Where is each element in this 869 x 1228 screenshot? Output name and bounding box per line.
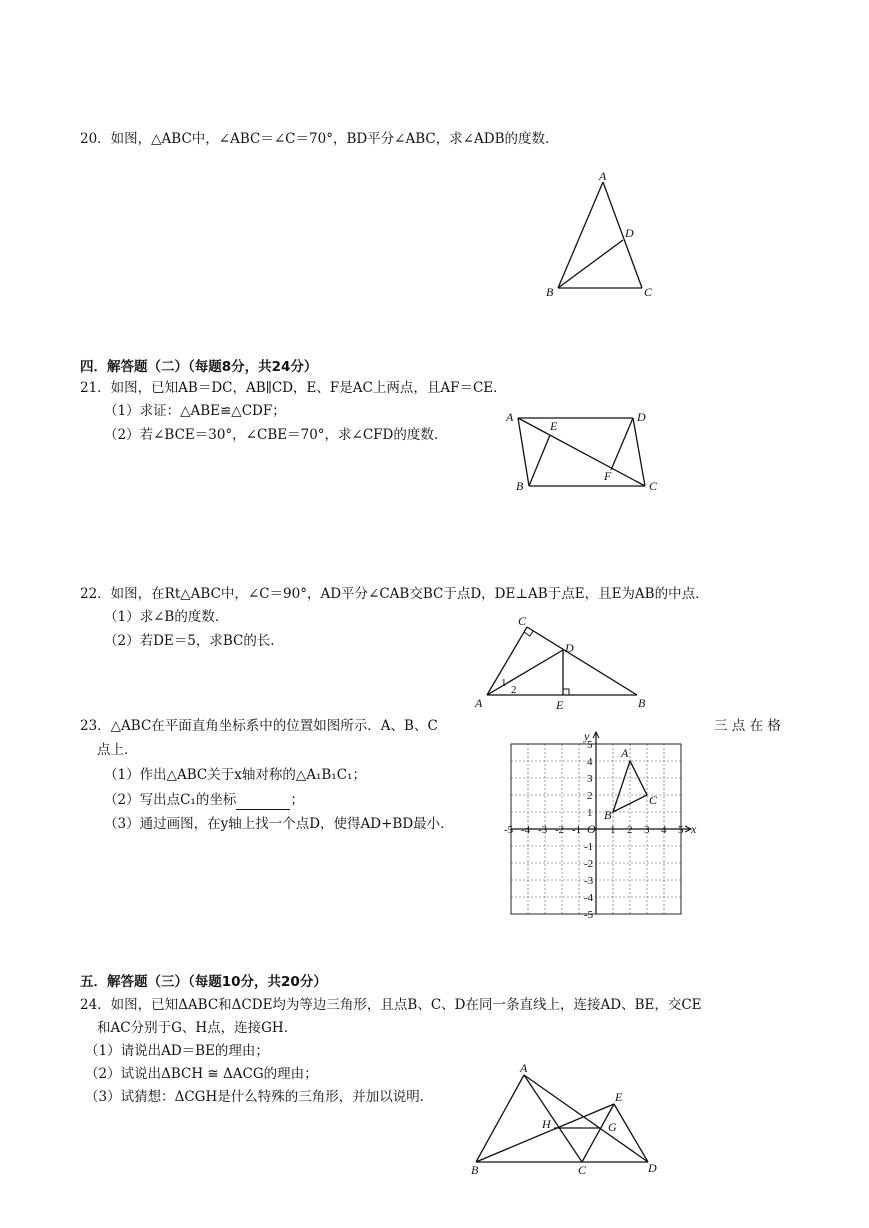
q22-stem: 22．如图，在Rt△ABC中，∠C＝90°，AD平分∠CAB交BC于点D，DE⊥AB于点E，且E为AB的中点． xyxy=(80,586,709,602)
x-tick-label: -2 xyxy=(555,824,565,836)
y-tick-label: -2 xyxy=(584,858,594,870)
q21-parallelogram-figure xyxy=(503,405,668,500)
y-tick-label: 5 xyxy=(587,739,593,751)
y-tick-label: 1 xyxy=(587,807,593,819)
origin-label: O xyxy=(587,822,596,836)
q24-label-d: D xyxy=(648,1161,657,1175)
q23-part2-end: ； xyxy=(290,792,304,808)
q22-angle-1: 1 xyxy=(501,677,507,689)
point-b-label: B xyxy=(604,808,612,822)
q23-stem-line2: 点上． xyxy=(97,742,138,758)
q22-part2: （2）若DE＝5，求BC的长． xyxy=(104,633,284,649)
q23-stem-right: 三 点 在 格 xyxy=(714,718,781,734)
q23-part1: （1）作出△ABC关于x轴对称的△A₁B₁C₁； xyxy=(104,767,366,783)
section5-title: 五．解答题（三）（每题10分，共20分） xyxy=(80,974,327,990)
x-tick-label: 4 xyxy=(661,824,667,836)
q23-part2 xyxy=(104,790,304,810)
q24-equilateral-figure xyxy=(462,1060,672,1180)
q23-stem-left: 23．△ABC在平面直角坐标系中的位置如图所示．A、B、C xyxy=(80,718,438,734)
q22-label-b: B xyxy=(638,696,646,710)
y-tick-label: -4 xyxy=(584,892,594,904)
y-tick-label: -3 xyxy=(584,875,594,887)
q20-label-c: C xyxy=(644,285,653,299)
q24-part2: （2）试说出ΔBCH ≅ ΔACG的理由； xyxy=(85,1066,318,1082)
point-a-label: A xyxy=(621,746,629,760)
q24-stem2: 和AC分别于G、H点，连接GH． xyxy=(97,1020,298,1036)
point-c-label: C xyxy=(649,793,658,807)
q23-coordinate-grid xyxy=(505,728,705,923)
q21-part2: （2）若∠BCE＝30°，∠CBE＝70°，求∠CFD的度数． xyxy=(104,427,448,443)
x-axis-label: x xyxy=(691,822,697,836)
x-tick-label: -5 xyxy=(504,824,514,836)
q24-part3: （3）试猜想：ΔCGH是什么特殊的三角形，并加以说明． xyxy=(85,1089,434,1105)
q23-part2-text: （2）写出点C₁的坐标 xyxy=(104,792,237,808)
q24-label-a: A xyxy=(520,1061,528,1075)
q21-label-e: E xyxy=(550,419,558,433)
x-tick-label: -4 xyxy=(521,824,531,836)
q23-answer-blank[interactable] xyxy=(236,795,290,810)
q22-part1: （1）求∠B的度数． xyxy=(104,609,229,625)
x-tick-label: -1 xyxy=(572,824,582,836)
q24-label-c: C xyxy=(578,1163,587,1177)
y-axis-label: y xyxy=(584,729,590,743)
q21-label-b: B xyxy=(516,479,524,493)
q22-label-a: A xyxy=(475,696,483,710)
q24-label-e: E xyxy=(615,1090,623,1104)
q22-angle-2: 2 xyxy=(511,684,517,696)
q20-label-b: B xyxy=(546,285,554,299)
q24-part1: （1）请说出AD＝BE的理由； xyxy=(85,1043,269,1059)
x-tick-label: 5 xyxy=(678,824,684,836)
q20-label-a: A xyxy=(599,169,607,183)
q23-part3: （3）通过画图，在y轴上找一个点D，使得AD+BD最小． xyxy=(104,816,454,832)
q24-stem1: 24．如图，已知ΔABC和ΔCDE均为等边三角形，且点B、C、D在同一条直线上，连接AD、BE，交CE xyxy=(80,997,702,1013)
x-tick-label: 2 xyxy=(627,824,633,836)
q24-label-b: B xyxy=(471,1163,479,1177)
q22-right-triangle-figure xyxy=(470,612,655,712)
y-tick-label: 3 xyxy=(587,773,593,785)
q21-stem: 21．如图，已知AB＝DC，AB∥CD，E、F是AC上两点，且AF＝CE． xyxy=(80,380,507,396)
y-tick-label: -5 xyxy=(584,909,594,921)
q24-label-h: H xyxy=(542,1117,551,1131)
q21-label-a: A xyxy=(506,410,514,424)
q22-label-c: C xyxy=(518,614,527,628)
q21-label-d: D xyxy=(637,410,646,424)
x-tick-label: -3 xyxy=(538,824,548,836)
q20-label-d: D xyxy=(625,226,634,240)
q24-label-g: G xyxy=(608,1120,617,1134)
y-tick-label: 4 xyxy=(587,756,593,768)
q21-label-c: C xyxy=(649,479,658,493)
q21-part1: （1）求证：△ABE≌△CDF； xyxy=(104,403,286,419)
y-tick-label: -1 xyxy=(584,841,594,853)
q20-triangle-figure xyxy=(540,170,660,300)
q21-label-f: F xyxy=(604,469,612,483)
q22-label-e: E xyxy=(556,698,564,712)
x-tick-label: 3 xyxy=(644,824,650,836)
y-tick-label: 2 xyxy=(587,790,593,802)
q22-label-d: D xyxy=(565,641,574,655)
q20-text: 20．如图，△ABC中，∠ABC＝∠C＝70°，BD平分∠ABC，求∠ADB的度数． xyxy=(80,131,559,147)
x-tick-label: 1 xyxy=(610,824,616,836)
section4-title: 四．解答题（二）（每题8分，共24分） xyxy=(80,359,318,375)
